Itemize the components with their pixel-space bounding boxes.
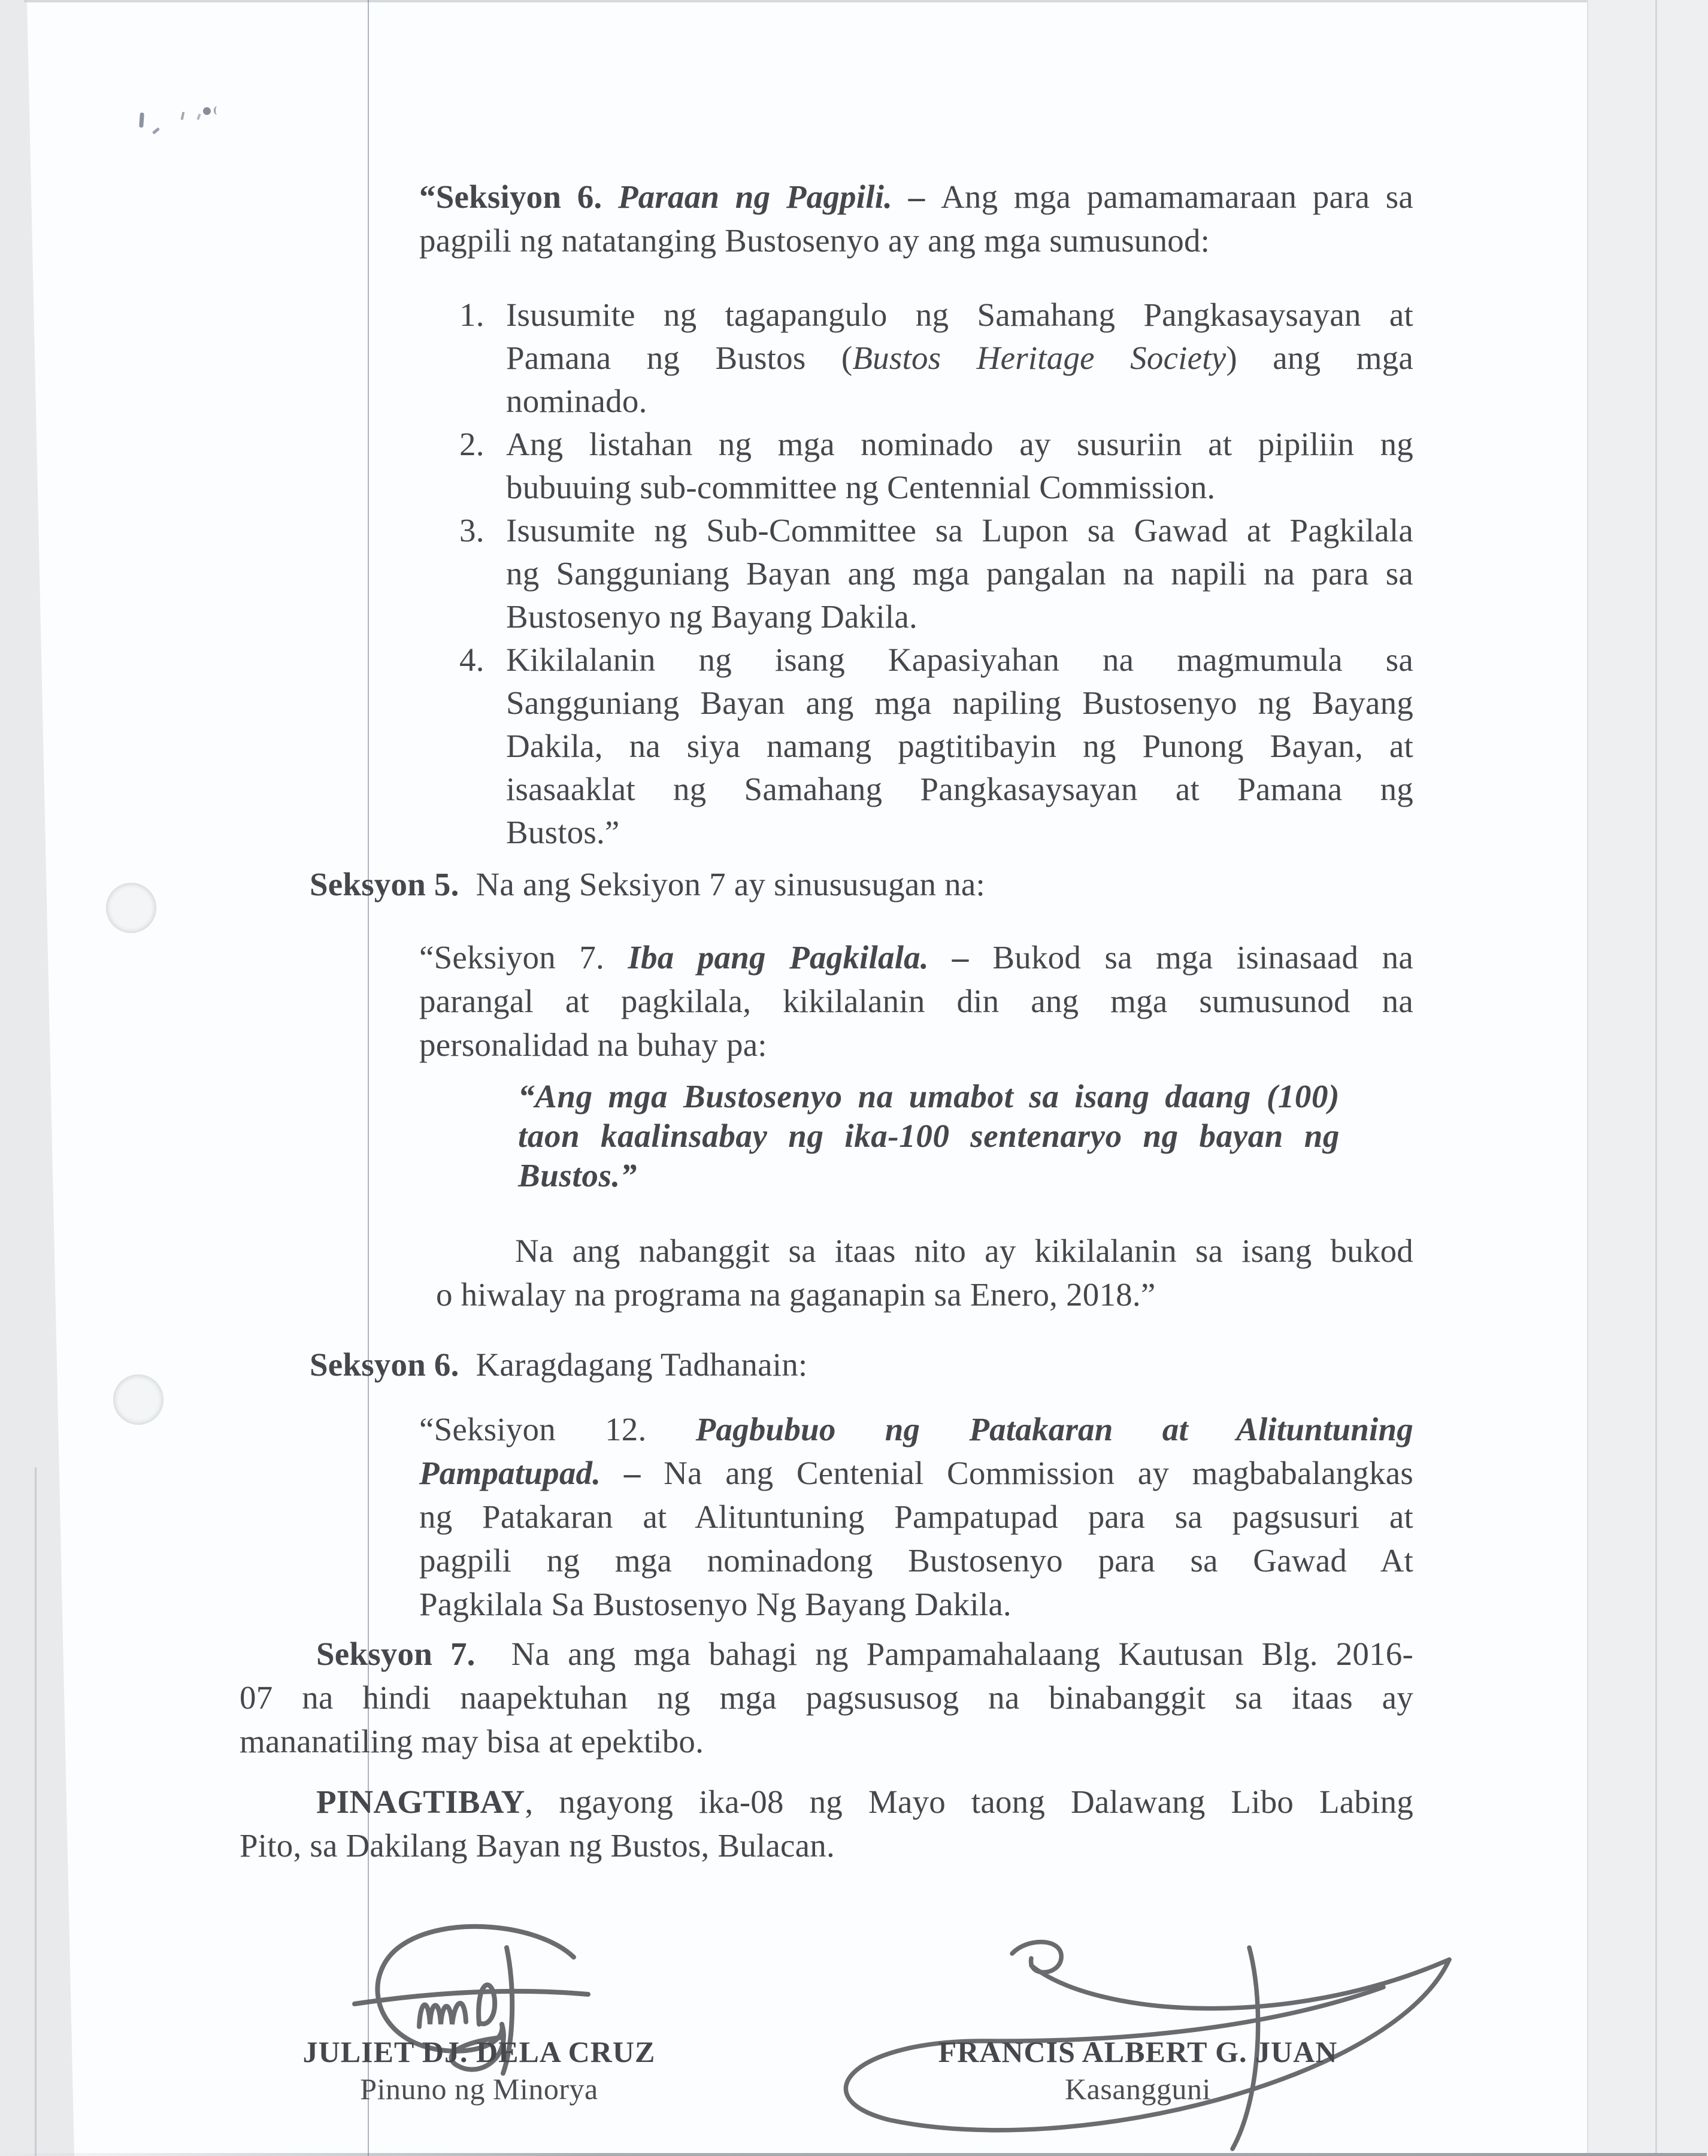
inner-quote-bustosenyo xyxy=(518,1077,1340,1195)
signatory-name-right: FRANCIS ALBERT G. JUAN xyxy=(938,2035,1338,2069)
text-line: mananatiling may bisa at epektibo. xyxy=(240,1723,704,1760)
text-line: Bustos.” xyxy=(506,814,620,850)
text-line: “Seksiyon 12. Pagbubuo ng Patakaran at Alituntuning xyxy=(419,1411,1413,1448)
text-line: 4. Kikilalanin ng isang Kapasiyahan na magmumula sa xyxy=(506,638,1413,682)
text-line: “Ang mga Bustosenyo na umabot sa isang daang (100) xyxy=(518,1078,1340,1115)
text-line: Pito, sa Dakilang Bayan ng Bustos, Bulacan. xyxy=(240,1827,835,1864)
text-line: Seksyon 5. Na ang Seksiyon 7 ay sinususugan na: xyxy=(310,866,985,903)
text-line: ng Sangguniang Bayan ang mga pangalan na napili na para sa xyxy=(506,555,1413,592)
numbered-list xyxy=(459,293,1413,854)
text-line: 2. Ang listahan ng mga nominado ay susuriin at pipiliin ng xyxy=(506,423,1413,466)
list-number: 1. xyxy=(459,296,484,333)
text-line: Pampatupad. – Na ang Centenial Commission ay magbabalangkas xyxy=(419,1455,1413,1491)
text-line: Pamana ng Bustos (Bustos Heritage Society) ang mga xyxy=(506,340,1413,376)
text-line: Seksyon 6. Karagdagang Tadhanain: xyxy=(310,1346,808,1383)
text-line: o hiwalay na programa na gaganapin sa Enero, 2018.” xyxy=(436,1276,1156,1313)
text-line: Pagkilala Sa Bustosenyo Ng Bayang Dakila. xyxy=(419,1586,1012,1622)
list-number: 3. xyxy=(459,512,484,549)
text-line: Na ang nabanggit sa itaas nito ay kikilalanin sa isang bukod xyxy=(515,1233,1413,1269)
list-number: 2. xyxy=(459,426,484,462)
text-line: Seksyon 7. Na ang mga bahagi ng Pampamahalaang Kautusan Blg. 2016- xyxy=(316,1636,1413,1672)
text-line: pagpili ng mga nominadong Bustosenyo para sa Gawad At xyxy=(419,1542,1413,1579)
para-seksyon-7 xyxy=(240,1632,1413,1763)
text-line: “Seksiyon 7. Iba pang Pagkilala. – Bukod sa mga isinasaad na xyxy=(419,939,1413,976)
text-line: Bustos.” xyxy=(518,1157,637,1194)
quote-seksiyon-7 xyxy=(419,935,1413,1067)
text-line: Bustosenyo ng Bayang Dakila. xyxy=(506,598,917,635)
heading-seksyon-6 xyxy=(310,1343,807,1386)
quote-continuation xyxy=(436,1229,1413,1316)
text-line: ng Patakaran at Alituntuning Pampatupad para sa pagsusuri at xyxy=(419,1498,1413,1535)
text-line: PINAGTIBAY, ngayong ika-08 ng Mayo taong Dalawang Libo Labing xyxy=(316,1783,1413,1820)
text-line: 07 na hindi naapektuhan ng mga pagsususog na binabanggit sa itaas ay xyxy=(240,1679,1413,1716)
text-line: personalidad na buhay pa: xyxy=(419,1026,767,1063)
text-line: pagpili ng natatanging Bustosenyo ay ang mga sumusunod: xyxy=(419,222,1210,259)
text-line: Sangguniang Bayan ang mga napiling Bustosenyo ng Bayang xyxy=(506,685,1413,721)
list-number: 4. xyxy=(459,641,484,678)
text-line: 3. Isusumite ng Sub-Committee sa Lupon sa Gawad at Pagkilala xyxy=(506,509,1413,552)
text-line: isasaaklat ng Samahang Pangkasaysayan at Pamana ng xyxy=(506,771,1413,807)
quote-seksiyon-6-heading xyxy=(419,175,1413,262)
signatory-role-left: Pinuno ng Minorya xyxy=(360,2072,598,2106)
signatory-name-left: JULIET DJ. DELA CRUZ xyxy=(302,2035,656,2069)
quote-seksiyon-12 xyxy=(419,1407,1413,1626)
text-line: Dakila, na siya namang pagtitibayin ng Punong Bayan, at xyxy=(506,728,1413,764)
text-line: parangal at pagkilala, kikilalanin din ang mga sumusunod na xyxy=(419,983,1413,1019)
text-line: taon kaalinsabay ng ika-100 sentenaryo ng bayan ng xyxy=(518,1118,1340,1154)
heading-seksyon-5 xyxy=(310,862,985,906)
text-line: nominado. xyxy=(506,383,647,419)
text-line: “Seksiyon 6. Paraan ng Pagpili. – Ang mga pamamamaraan para sa xyxy=(419,178,1413,215)
signatory-role-right: Kasangguni xyxy=(1065,2072,1211,2106)
para-pinagtibay xyxy=(240,1780,1413,1867)
text-line: 1. Isusumite ng tagapangulo ng Samahang Pangkasaysayan at xyxy=(506,293,1413,337)
text-line: bubuuing sub-committee ng Centennial Commission. xyxy=(506,469,1216,505)
